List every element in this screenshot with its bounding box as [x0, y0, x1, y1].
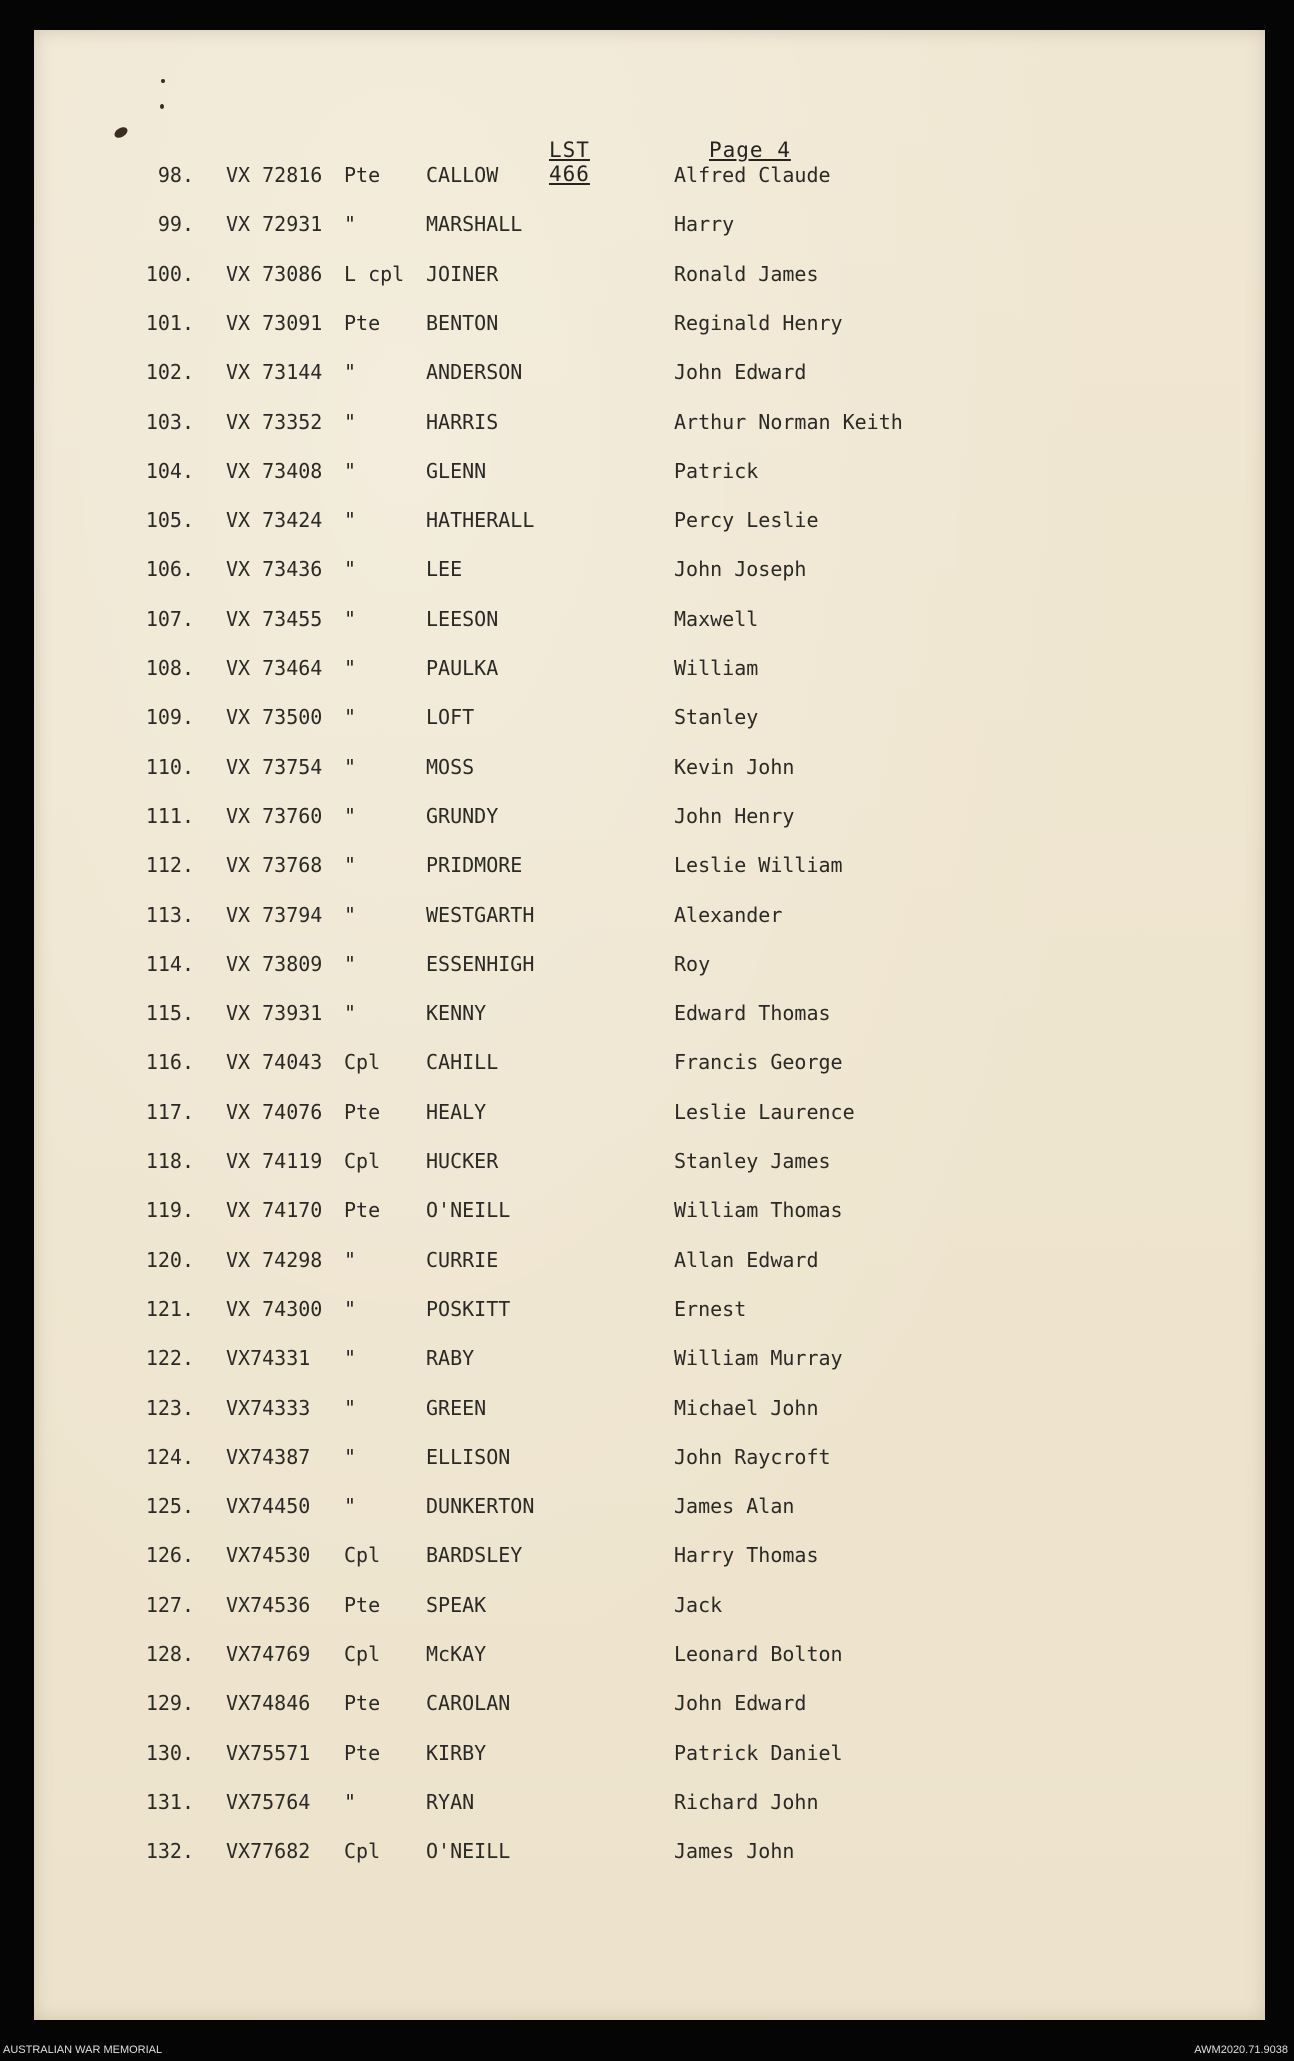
list-item — [34, 459, 1265, 499]
service-number: VX 74043 — [226, 1050, 323, 1074]
list-item — [34, 1248, 1265, 1288]
entry-number: 111. — [145, 804, 194, 828]
page-number: Page 4 — [709, 138, 791, 162]
entry-number: 132. — [145, 1839, 194, 1863]
list-item — [34, 1790, 1265, 1830]
given-names: John Joseph — [674, 557, 807, 581]
surname: ANDERSON — [426, 360, 523, 384]
service-number: VX74450 — [226, 1494, 311, 1518]
list-item — [34, 163, 1265, 203]
rank: " — [344, 1346, 357, 1370]
service-number: VX75764 — [226, 1790, 311, 1814]
rank: Cpl — [344, 1642, 381, 1666]
given-names: Maxwell — [674, 607, 759, 631]
service-number: VX 73500 — [226, 705, 323, 729]
given-names: Arthur Norman Keith — [674, 410, 903, 434]
surname: PAULKA — [426, 656, 499, 680]
surname: HATHERALL — [426, 508, 535, 532]
rank: " — [344, 903, 357, 927]
rank: " — [344, 804, 357, 828]
given-names: William — [674, 656, 759, 680]
list-item — [34, 755, 1265, 795]
service-number: VX 74298 — [226, 1248, 323, 1272]
rank: Pte — [344, 311, 381, 335]
service-number: VX74769 — [226, 1642, 311, 1666]
entry-number: 121. — [145, 1297, 194, 1321]
list-item — [34, 212, 1265, 252]
given-names: Patrick Daniel — [674, 1741, 843, 1765]
service-number: VX 72816 — [226, 163, 323, 187]
entry-number: 99. — [157, 212, 194, 236]
entry-number: 118. — [145, 1149, 194, 1173]
service-number: VX 73931 — [226, 1001, 323, 1025]
given-names: Reginald Henry — [674, 311, 843, 335]
given-names: Francis George — [674, 1050, 843, 1074]
surname: CAROLAN — [426, 1691, 511, 1715]
surname: RABY — [426, 1346, 475, 1370]
list-item — [34, 607, 1265, 647]
given-names: John Edward — [674, 1691, 807, 1715]
service-number: VX 73091 — [226, 311, 323, 335]
entry-number: 116. — [145, 1050, 194, 1074]
entry-number: 126. — [145, 1543, 194, 1567]
rank: Pte — [344, 1593, 381, 1617]
entry-number: 109. — [145, 705, 194, 729]
given-names: Roy — [674, 952, 711, 976]
list-item — [34, 311, 1265, 351]
surname: GLENN — [426, 459, 487, 483]
rank: " — [344, 705, 357, 729]
entry-number: 124. — [145, 1445, 194, 1469]
list-item — [34, 1198, 1265, 1238]
rank: " — [344, 459, 357, 483]
given-names: Allan Edward — [674, 1248, 819, 1272]
given-names: Harry — [674, 212, 735, 236]
entry-number: 105. — [145, 508, 194, 532]
surname: HARRIS — [426, 410, 499, 434]
service-number: VX77682 — [226, 1839, 311, 1863]
rank: " — [344, 853, 357, 877]
given-names: Ronald James — [674, 262, 819, 286]
rank: " — [344, 1396, 357, 1420]
list-item — [34, 1297, 1265, 1337]
entry-number: 119. — [145, 1198, 194, 1222]
list-item — [34, 1593, 1265, 1633]
entry-number: 117. — [145, 1100, 194, 1124]
surname: GRUNDY — [426, 804, 499, 828]
service-number: VX 73809 — [226, 952, 323, 976]
list-item — [34, 1346, 1265, 1386]
service-number: VX 73424 — [226, 508, 323, 532]
service-number: VX 74076 — [226, 1100, 323, 1124]
rank: Pte — [344, 1741, 381, 1765]
list-item — [34, 508, 1265, 548]
given-names: Jack — [674, 1593, 723, 1617]
entry-number: 114. — [145, 952, 194, 976]
surname: DUNKERTON — [426, 1494, 535, 1518]
entry-number: 110. — [145, 755, 194, 779]
entry-number: 106. — [145, 557, 194, 581]
given-names: John Raycroft — [674, 1445, 831, 1469]
rank: Pte — [344, 1100, 381, 1124]
surname: MARSHALL — [426, 212, 523, 236]
rank: " — [344, 212, 357, 236]
rank: L cpl — [344, 262, 405, 286]
given-names: James Alan — [674, 1494, 795, 1518]
entry-number: 125. — [145, 1494, 194, 1518]
entry-number: 123. — [145, 1396, 194, 1420]
surname: POSKITT — [426, 1297, 511, 1321]
rank: Cpl — [344, 1149, 381, 1173]
rank: " — [344, 1445, 357, 1469]
given-names: Ernest — [674, 1297, 747, 1321]
rank: Cpl — [344, 1839, 381, 1863]
rank: Cpl — [344, 1543, 381, 1567]
surname: McKAY — [426, 1642, 487, 1666]
ink-stain — [161, 79, 165, 83]
given-names: Harry Thomas — [674, 1543, 819, 1567]
surname: JOINER — [426, 262, 499, 286]
ink-stain — [160, 104, 164, 109]
entry-number: 100. — [145, 262, 194, 286]
given-names: Edward Thomas — [674, 1001, 831, 1025]
given-names: Leslie William — [674, 853, 843, 877]
entry-number: 103. — [145, 410, 194, 434]
rank: " — [344, 1494, 357, 1518]
service-number: VX 73408 — [226, 459, 323, 483]
service-number: VX74333 — [226, 1396, 311, 1420]
given-names: Leonard Bolton — [674, 1642, 843, 1666]
given-names: Percy Leslie — [674, 508, 819, 532]
footer-accession-number: AWM2020.71.9038 — [1194, 2044, 1288, 2056]
ink-stain — [113, 125, 130, 140]
service-number: VX74536 — [226, 1593, 311, 1617]
list-item — [34, 952, 1265, 992]
service-number: VX75571 — [226, 1741, 311, 1765]
list-item — [34, 1741, 1265, 1781]
surname: KENNY — [426, 1001, 487, 1025]
given-names: Leslie Laurence — [674, 1100, 855, 1124]
given-names: William Murray — [674, 1346, 843, 1370]
given-names: Stanley James — [674, 1149, 831, 1173]
service-number: VX 73352 — [226, 410, 323, 434]
rank: " — [344, 557, 357, 581]
rank: " — [344, 656, 357, 680]
surname: O'NEILL — [426, 1198, 511, 1222]
surname: BARDSLEY — [426, 1543, 523, 1567]
surname: PRIDMORE — [426, 853, 523, 877]
surname: LEE — [426, 557, 463, 581]
list-item — [34, 1001, 1265, 1041]
given-names: Stanley — [674, 705, 759, 729]
surname: HUCKER — [426, 1149, 499, 1173]
rank: Cpl — [344, 1050, 381, 1074]
rank: Pte — [344, 1198, 381, 1222]
list-item — [34, 1050, 1265, 1090]
surname: LEESON — [426, 607, 499, 631]
given-names: Alexander — [674, 903, 783, 927]
rank: Pte — [344, 163, 381, 187]
given-names: Michael John — [674, 1396, 819, 1420]
list-item — [34, 1396, 1265, 1436]
list-item — [34, 1691, 1265, 1731]
service-number: VX 73768 — [226, 853, 323, 877]
list-item — [34, 656, 1265, 696]
given-names: John Edward — [674, 360, 807, 384]
entry-number: 128. — [145, 1642, 194, 1666]
service-number: VX 73144 — [226, 360, 323, 384]
surname: BENTON — [426, 311, 499, 335]
service-number: VX 72931 — [226, 212, 323, 236]
surname: CURRIE — [426, 1248, 499, 1272]
service-number: VX74530 — [226, 1543, 311, 1567]
given-names: Alfred Claude — [674, 163, 831, 187]
document-page — [34, 30, 1265, 2020]
entry-number: 130. — [145, 1741, 194, 1765]
rank: " — [344, 1790, 357, 1814]
service-number: VX 73464 — [226, 656, 323, 680]
list-item — [34, 903, 1265, 943]
list-item — [34, 1445, 1265, 1485]
service-number: VX 73754 — [226, 755, 323, 779]
surname: SPEAK — [426, 1593, 487, 1617]
entry-number: 98. — [157, 163, 194, 187]
entry-number: 107. — [145, 607, 194, 631]
service-number: VX 73760 — [226, 804, 323, 828]
given-names: John Henry — [674, 804, 795, 828]
list-item — [34, 1494, 1265, 1534]
list-item — [34, 360, 1265, 400]
rank: " — [344, 607, 357, 631]
given-names: Patrick — [674, 459, 759, 483]
rank: " — [344, 360, 357, 384]
rank: " — [344, 1248, 357, 1272]
rank: " — [344, 410, 357, 434]
surname: HEALY — [426, 1100, 487, 1124]
list-item — [34, 1149, 1265, 1189]
surname: O'NEILL — [426, 1839, 511, 1863]
surname: WESTGARTH — [426, 903, 535, 927]
list-item — [34, 557, 1265, 597]
given-names: William Thomas — [674, 1198, 843, 1222]
list-item — [34, 804, 1265, 844]
entry-number: 112. — [145, 853, 194, 877]
surname: LOFT — [426, 705, 475, 729]
service-number: VX74387 — [226, 1445, 311, 1469]
service-number: VX74331 — [226, 1346, 311, 1370]
service-number: VX 74300 — [226, 1297, 323, 1321]
entry-number: 108. — [145, 656, 194, 680]
rank: " — [344, 1001, 357, 1025]
entry-number: 127. — [145, 1593, 194, 1617]
list-item — [34, 1100, 1265, 1140]
service-number: VX 73086 — [226, 262, 323, 286]
entry-number: 104. — [145, 459, 194, 483]
surname: CALLOW — [426, 163, 499, 187]
service-number: VX 73794 — [226, 903, 323, 927]
given-names: Richard John — [674, 1790, 819, 1814]
rank: " — [344, 755, 357, 779]
rank: " — [344, 952, 357, 976]
entry-number: 101. — [145, 311, 194, 335]
surname: MOSS — [426, 755, 475, 779]
given-names: Kevin John — [674, 755, 795, 779]
surname: ELLISON — [426, 1445, 511, 1469]
surname: GREEN — [426, 1396, 487, 1420]
surname: ESSENHIGH — [426, 952, 535, 976]
rank: " — [344, 1297, 357, 1321]
service-number: VX 74119 — [226, 1149, 323, 1173]
service-number: VX74846 — [226, 1691, 311, 1715]
entry-number: 129. — [145, 1691, 194, 1715]
list-item — [34, 853, 1265, 893]
list-item — [34, 705, 1265, 745]
footer-credit: AUSTRALIAN WAR MEMORIAL — [3, 2044, 163, 2056]
rank: Pte — [344, 1691, 381, 1715]
list-item — [34, 410, 1265, 450]
entry-number: 120. — [145, 1248, 194, 1272]
given-names: James John — [674, 1839, 795, 1863]
entry-number: 102. — [145, 360, 194, 384]
surname: CAHILL — [426, 1050, 499, 1074]
list-reference: LST 466 — [549, 138, 590, 186]
list-item — [34, 1543, 1265, 1583]
entry-number: 113. — [145, 903, 194, 927]
surname: KIRBY — [426, 1741, 487, 1765]
entry-number: 122. — [145, 1346, 194, 1370]
service-number: VX 74170 — [226, 1198, 323, 1222]
entry-number: 115. — [145, 1001, 194, 1025]
list-item — [34, 262, 1265, 302]
service-number: VX 73455 — [226, 607, 323, 631]
surname: RYAN — [426, 1790, 475, 1814]
entry-number: 131. — [145, 1790, 194, 1814]
list-item — [34, 1642, 1265, 1682]
service-number: VX 73436 — [226, 557, 323, 581]
list-item — [34, 1839, 1265, 1879]
rank: " — [344, 508, 357, 532]
